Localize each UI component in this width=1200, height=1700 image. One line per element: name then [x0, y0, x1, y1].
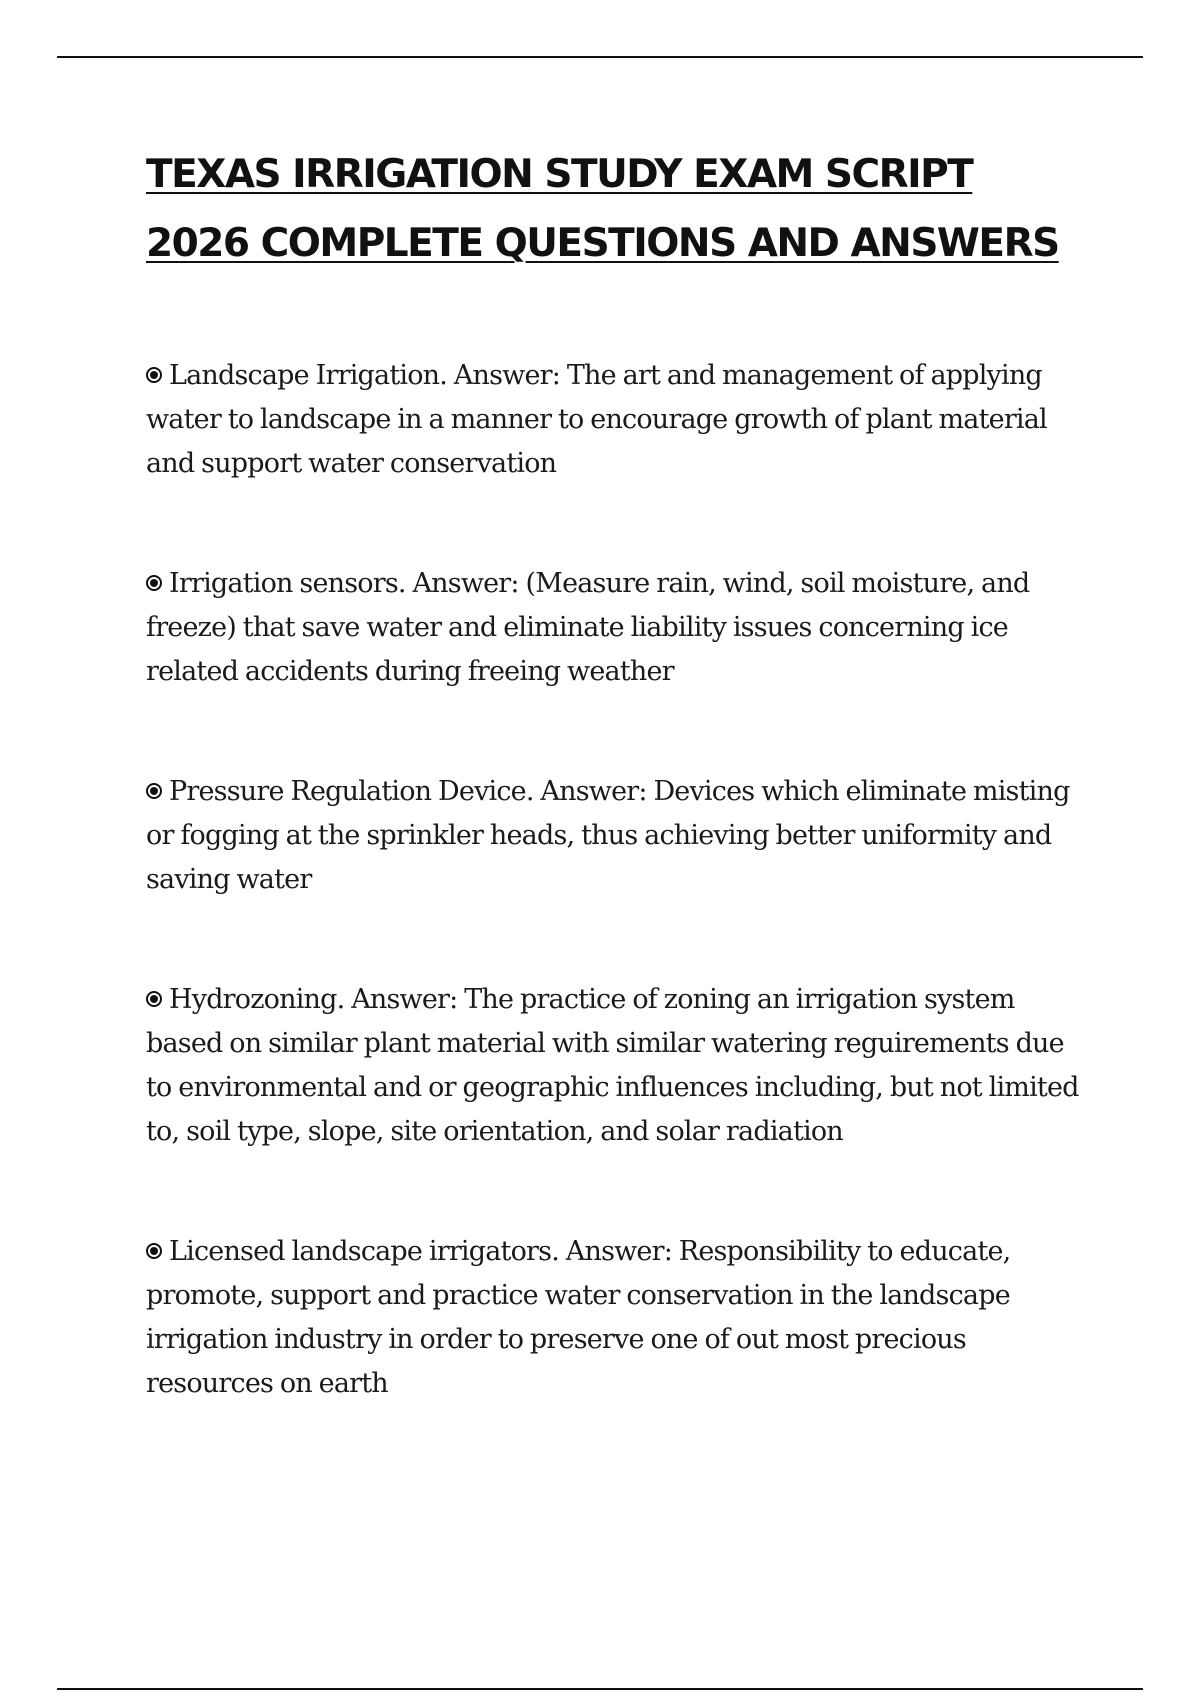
radio-bullet-icon — [146, 575, 162, 591]
radio-bullet-icon — [146, 783, 162, 799]
radio-bullet-icon — [146, 991, 162, 1007]
qa-item — [146, 562, 1096, 694]
qa-text: Hydrozoning. Answer: The practice of zoning an irrigation system based on similar plant material with similar watering reguirements due to environmental and or geographic influences including, but not limited to, soil type, slope, site orientation, and solar radiation — [146, 984, 1079, 1147]
qa-text: Irrigation sensors. Answer: (Measure rain, wind, soil moisture, and freeze) that save water and eliminate liability issues concerning ice related accidents during freeing weather — [146, 568, 1030, 687]
radio-bullet-icon — [146, 1243, 162, 1259]
qa-text: Licensed landscape irrigators. Answer: Responsibility to educate, promote, support and practice water conservation in the landscape irrigation industry in order to preserve one of out most precious resources on earth — [146, 1236, 1011, 1399]
qa-item — [146, 354, 1096, 486]
qa-list — [146, 354, 1096, 1482]
page-title: TEXAS IRRIGATION STUDY EXAM SCRIPT 2026 COMPLETE QUESTIONS AND ANSWERS — [146, 152, 1059, 266]
footer-rule — [57, 1688, 1143, 1690]
radio-bullet-icon — [146, 367, 162, 383]
qa-item — [146, 770, 1096, 902]
qa-item — [146, 978, 1096, 1154]
qa-text: Pressure Regulation Device. Answer: Devices which eliminate misting or fogging at the sprinkler heads, thus achieving better uniformity and saving water — [146, 776, 1070, 895]
qa-text: Landscape Irrigation. Answer: The art and management of applying water to landscape in a manner to encourage growth of plant material and support water conservation — [146, 360, 1047, 479]
qa-item — [146, 1230, 1096, 1406]
header-rule — [57, 56, 1143, 58]
